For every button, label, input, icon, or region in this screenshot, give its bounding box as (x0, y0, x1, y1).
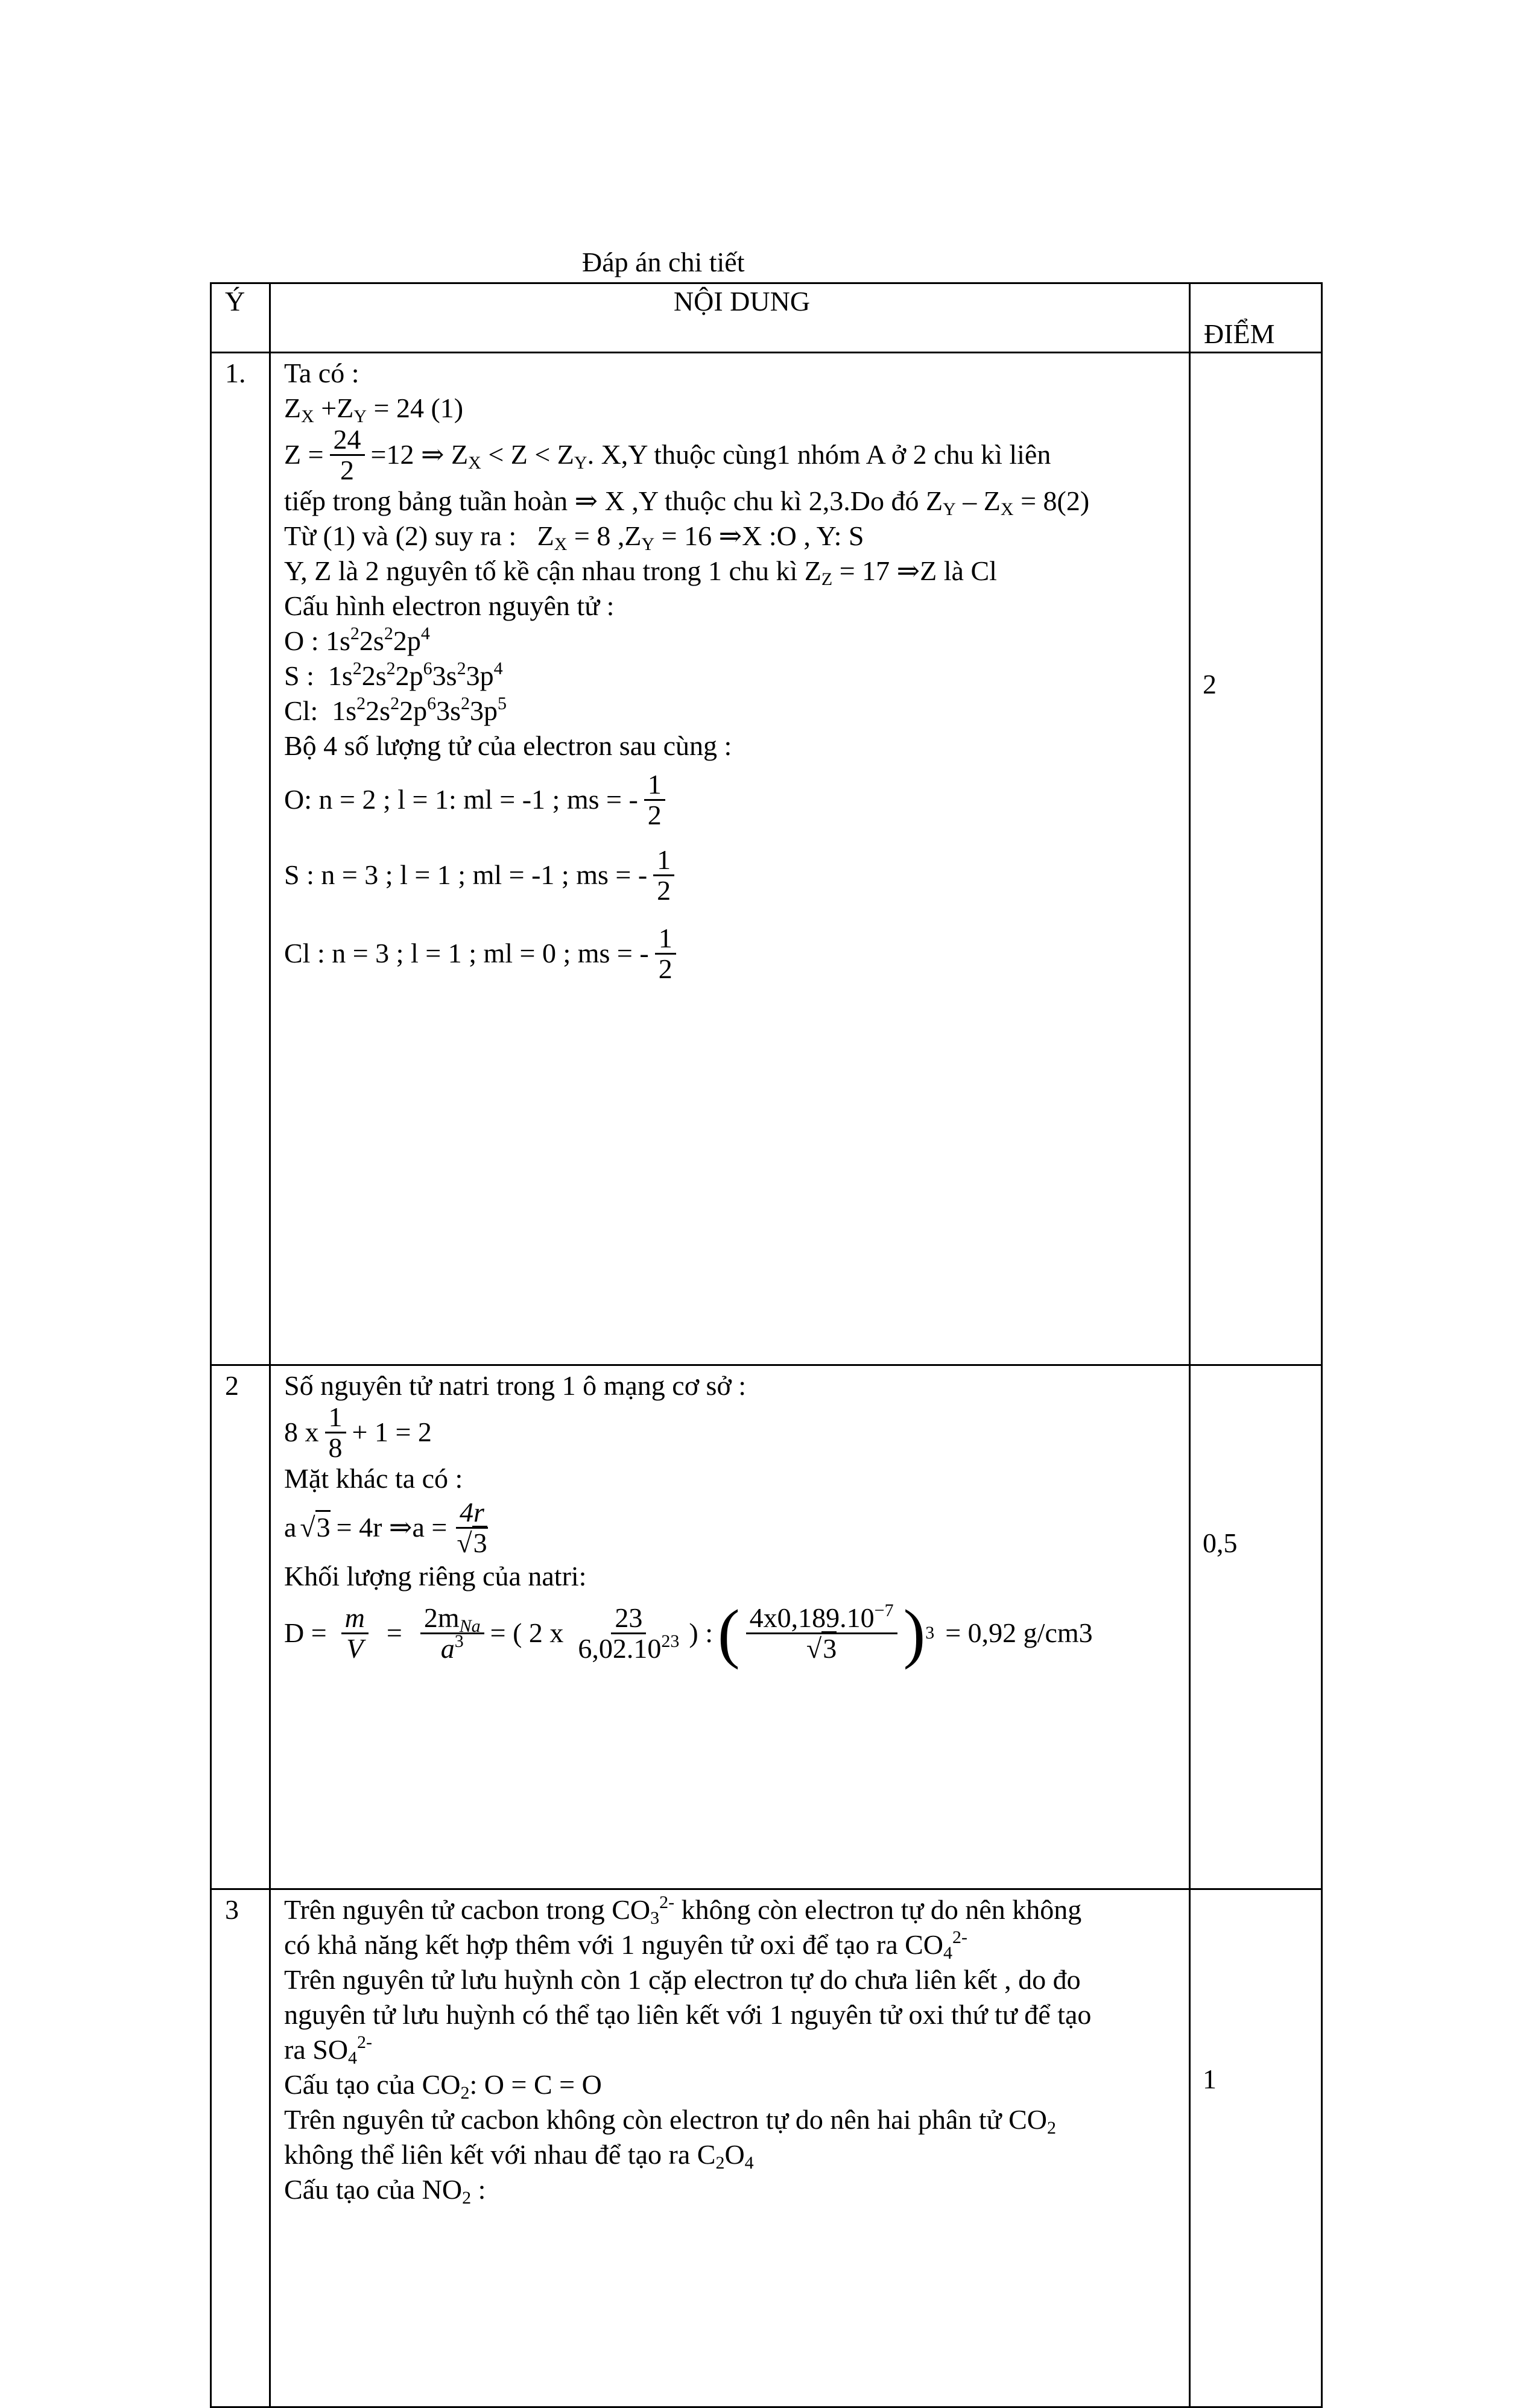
q2-close: ) : (689, 1617, 714, 1648)
q3-line-6: Cấu tạo của $CO_2$: O = C = O (284, 2069, 602, 2103)
numerator (341, 1604, 369, 1634)
q3-line-5: ra $SO_4^{2-}$ (284, 2032, 373, 2068)
q1-line-11: Bộ 4 số lượng tử của electron sau cùng : (284, 730, 732, 761)
numerator-text: 4r (460, 1496, 484, 1528)
q2-result: = 0,92 g/cm3 (945, 1617, 1093, 1648)
q1-line-4: tiếp trong bảng tuần hoàn ⇒ X ,Y thuộc chu kì 2,3.Do đó $Z_Y - Z_X = 8(2)$ (284, 485, 1090, 519)
q1-line-2: $Z_X +Z_Y = 24$ (1) (284, 393, 464, 426)
na-sub: Na (459, 1616, 481, 1636)
row-number: 3 (211, 1889, 270, 2407)
row-content (270, 1365, 1190, 1889)
q2-line-4 (284, 1496, 1177, 1559)
denominator: √3 (453, 1529, 490, 1558)
denominator: 8 (328, 1432, 343, 1463)
q1-quantum-o-text: O: n = 2 ; l = 1: ml = -1 ; ms = - (284, 784, 638, 815)
answer-table (210, 282, 1323, 2408)
fraction (746, 1600, 897, 1664)
q1-quantum-cl-text: Cl : n = 3 ; l = 1 ; ml = 0 ; ms = - (284, 938, 649, 969)
q1-quantum-s (284, 836, 1177, 914)
row-score: 0,5 (1190, 1365, 1322, 1889)
radius-text: 4x0,189.10 (749, 1602, 875, 1633)
radius-exp: −7 (874, 1600, 894, 1620)
fraction (644, 770, 665, 830)
numerator (746, 1600, 897, 1634)
q1-line-5: Từ (1) và (2) suy ra : $Z_X = 8$ $,Z_Y = 16$ ⇒X :O , Y: S (284, 520, 864, 554)
row-number: 2 (211, 1365, 270, 1889)
q1-config-o: O : $1s^22s^22p^4$ (284, 624, 430, 656)
numerator: 1 (644, 770, 665, 801)
q2-line-2 (284, 1403, 1177, 1461)
row-number: 1. (211, 353, 270, 1365)
fraction (325, 1403, 346, 1462)
sqrt-value: 3 (315, 1510, 331, 1543)
q2-d: D = (284, 1617, 327, 1648)
fraction (574, 1604, 683, 1663)
q2-a: a (284, 1512, 297, 1543)
q1-config-cl: Cl: $1s^22s^22p^63s^23p^5$ (284, 694, 507, 726)
q1-line-7: Cấu hình electron nguyên tử : (284, 590, 615, 621)
denominator: 2 (647, 799, 662, 830)
fraction (341, 1604, 369, 1663)
a-symbol: a (440, 1632, 455, 1664)
fraction (655, 924, 676, 984)
q1-line-3-rest: =12 ⇒ $Z_X < Z < Z_Y$. X,Y thuộc cùng1 nhóm A ở 2 chu kì liên (370, 439, 1051, 473)
table-header-row (211, 283, 1322, 353)
q1-config-s: S : $1s^22s^22p^63s^23p^4$ (284, 659, 503, 691)
equals: = (386, 1617, 402, 1648)
q3-line-7: Trên nguyên tử cacbon không còn electron tự do nên hai phân tử $CO_2$ (284, 2104, 1056, 2138)
denominator (574, 1631, 683, 1664)
numerator: 1 (653, 845, 674, 876)
q1-line-3 (284, 423, 1177, 485)
q1-line-6: Y, Z là 2 nguyên tố kề cận nhau trong 1 chu kì $Z_Z = 17$ ⇒Z là Cl (284, 555, 997, 589)
header-y: Ý (211, 283, 270, 353)
cube-exp: 3 (454, 1631, 464, 1651)
numerator: 23 (611, 1604, 646, 1634)
row-score: 1 (1190, 1889, 1322, 2407)
avogadro-exp: 23 (661, 1631, 680, 1651)
q1-quantum-cl (284, 914, 1177, 993)
q1-quantum-o (284, 763, 1177, 836)
row-content (270, 1889, 1190, 2407)
q2-mid: = ( 2 x (490, 1617, 564, 1648)
header-content (270, 283, 1190, 353)
avogadro: 6,02.10 (578, 1632, 662, 1664)
q2-line-3: Mặt khác ta có : (284, 1463, 463, 1494)
denominator: 2 (658, 953, 672, 984)
q2-line-5: Khối lượng riêng của natri: (284, 1561, 587, 1591)
right-paren: ) (903, 1596, 926, 1670)
m-symbol: m (344, 1602, 365, 1633)
sqrt-value: 3 (472, 1526, 487, 1558)
fraction (453, 1498, 490, 1558)
denominator: 2 (657, 874, 671, 906)
q3-line-9: Cấu tạo của $NO_2$ : (284, 2174, 486, 2208)
fraction (653, 845, 674, 905)
q3-line-3: Trên nguyên tử lưu huỳnh còn 1 cặp electron tự do chưa liên kết , do đo (284, 1964, 1081, 1995)
q2-density-formula: D = $\frac{m}{V}$ = $\frac{2m_{Na}}{a^3}$ = ( 2 x $\frac{23}{6,02.10^{23}}$ ) : ( $\frac{4x0,189.10^{-7}}{√3}$ ) 3 = 0,92 g/cm3 (284, 1596, 1093, 1670)
q3-line-1: Trên nguyên tử cacbon trong $CO_3^{2-}$ không còn electron tự do nên không (284, 1892, 1082, 1928)
q3-line-2: có khả năng kết hợp thêm với 1 nguyên tử oxi để tạo ra $CO_4^{2-}$ (284, 1927, 968, 1963)
numerator: 1 (325, 1403, 346, 1433)
fraction (330, 425, 365, 485)
denominator (343, 1634, 367, 1663)
denominator: 2 (340, 454, 355, 485)
header-score: ĐIỂM (1190, 283, 1322, 353)
numerator: 1 (655, 924, 676, 955)
numerator (420, 1604, 484, 1634)
denominator (437, 1631, 467, 1664)
row-score: 2 (1190, 353, 1322, 1365)
table-row (211, 1365, 1322, 1889)
q2-plus-one: + 1 = 2 (352, 1417, 432, 1447)
q3-line-8: không thể liên kết với nhau để tạo ra $C_2O_4$ (284, 2139, 754, 2173)
table-row (211, 353, 1322, 1365)
numerator (456, 1498, 488, 1529)
header-content-label: NỘI DUNG (673, 286, 811, 317)
table-row (211, 1889, 1322, 2407)
page-title: Đáp án chi tiết (582, 247, 745, 277)
row-content (270, 353, 1190, 1365)
q1-z-label: Z = (284, 439, 324, 470)
numerator: 24 (330, 425, 365, 456)
sqrt-value: 3 (821, 1631, 837, 1664)
q2-eq: = 4r ⇒a = (336, 1512, 448, 1543)
q1-quantum-s-text: S : n = 3 ; l = 1 ; ml = -1 ; ms = - (284, 859, 648, 890)
fraction (420, 1604, 484, 1663)
q1-line-1: Ta có : (284, 358, 359, 388)
v-symbol: V (346, 1632, 364, 1664)
q2-line-1: Số nguyên tử natri trong 1 ô mạng cơ sở : (284, 1370, 747, 1401)
denominator: √3 (803, 1634, 840, 1663)
q3-line-4: nguyên tử lưu huỳnh có thể tạo liên kết với 1 nguyên tử oxi thứ tư để tạo (284, 1999, 1092, 2030)
sqrt-symbol: √3 (300, 1510, 330, 1545)
q2-8x: 8 x (284, 1417, 319, 1447)
left-paren: ( (718, 1596, 740, 1670)
2m-text: 2m (423, 1602, 460, 1633)
